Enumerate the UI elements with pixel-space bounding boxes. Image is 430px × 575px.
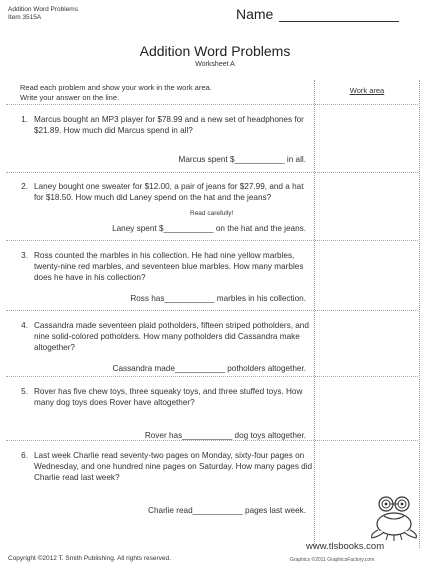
- instruction-line: Write your answer on the line.: [20, 93, 120, 102]
- problem-number: 5.: [21, 387, 28, 396]
- answer-line: Marcus spent $___________ in all.: [178, 155, 306, 164]
- problem-2: [14, 181, 310, 237]
- name-field: [236, 6, 399, 22]
- name-label: Name: [236, 6, 274, 22]
- divider: [6, 104, 418, 105]
- problem-number: 2.: [21, 182, 28, 191]
- problem-number: 3.: [21, 251, 28, 260]
- footer-url: www.tlsbooks.com: [306, 541, 385, 552]
- answer-line: Rover has___________ dog toys altogether.: [144, 431, 306, 440]
- work-area-column: [314, 80, 420, 548]
- item-number: Item 3515A: [8, 14, 42, 21]
- problem-6: [14, 450, 313, 520]
- divider: [6, 376, 418, 377]
- problem-text: Ross counted the marbles in his collection. He had nine yellow marbles, twenty-nine red marbles, and seventeen blue marbles. How many marbles does he have in his collection?: [34, 251, 304, 282]
- problem-number: 1.: [21, 115, 28, 124]
- answer-line: Cassandra made___________ potholders altogether.: [112, 364, 306, 373]
- work-area-label: Work area: [349, 86, 385, 95]
- problem-3: [14, 250, 310, 308]
- problem-text: Last week Charlie read seventy-two pages on Monday, sixty-four pages on Wednesday, and one hundred nine pages on Saturday. How many pages did Charlie read last week?: [34, 451, 313, 482]
- footer-copyright: Copyright ©2012 T. Smith Publishing. All rights reserved.: [8, 555, 171, 562]
- problem-text: Rover has five chew toys, three squeaky toys, and three stuffed toys. How many dog toys does Rover have altogether?: [34, 387, 303, 407]
- answer-line: Charlie read___________ pages last week.: [148, 506, 306, 515]
- name-line: [279, 8, 399, 22]
- instructions: [20, 83, 212, 103]
- footer-graphics-credit: Graphics ©2011 GraphicsFactory.com: [290, 557, 375, 563]
- answer-line: Laney spent $___________ on the hat and the jeans.: [112, 224, 306, 233]
- divider: [6, 240, 418, 241]
- problem-text: Laney bought one sweater for $12.00, a pair of jeans for $27.99, and a hat for $18.50. How much did Laney spend on the hat and the jeans?: [34, 182, 304, 202]
- worksheet-title: Addition Word Problems: [139, 43, 291, 59]
- problem-text: Cassandra made seventeen plaid potholders, fifteen striped potholders, and nine solid-colored potholders. How many potholders did Cassandra make altogether?: [34, 321, 309, 352]
- problem-5: [14, 386, 310, 438]
- worksheet-subtitle: Worksheet A: [195, 61, 235, 68]
- instruction-line: Read each problem and show your work in the work area.: [20, 83, 212, 92]
- problem-number: 4.: [21, 321, 28, 330]
- problem-4: [14, 320, 310, 374]
- divider: [6, 172, 418, 173]
- problem-number: 6.: [21, 451, 28, 460]
- divider: [6, 310, 418, 311]
- doc-title-small: Addition Word Problems: [8, 6, 78, 13]
- problem-text: Marcus bought an MP3 player for $78.99 and a new set of headphones for $21.89. How much did Marcus spend in all?: [34, 115, 304, 135]
- frog-clipart-icon: [366, 490, 422, 542]
- read-carefully-note: Read carefully!: [190, 210, 234, 217]
- answer-line: Ross has___________ marbles in his collection.: [130, 294, 306, 303]
- header-left: [8, 6, 78, 22]
- problem-1: [14, 114, 310, 168]
